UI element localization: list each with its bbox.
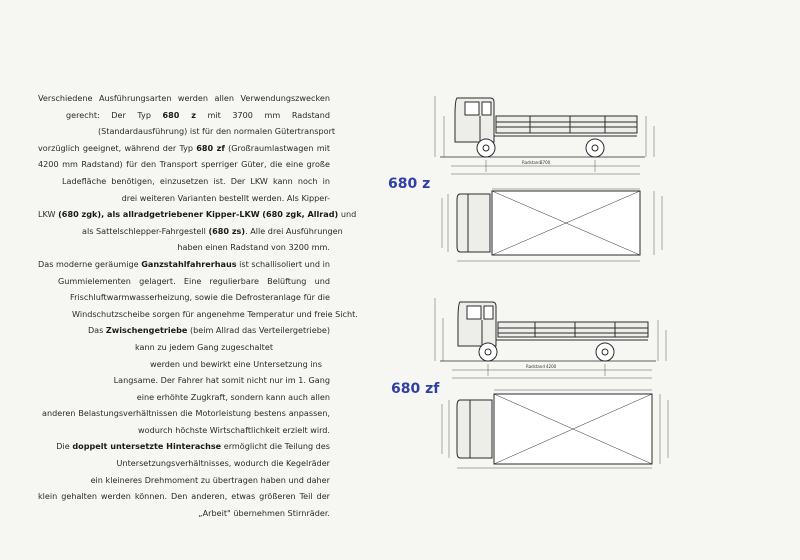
text-line: klein gehalten werden können. Den anderen, etwas größeren Teil der — [38, 491, 330, 502]
text-segment: (Großraumlastwagen mit — [224, 142, 330, 153]
text-segment: . Alle drei Ausführungen — [245, 225, 343, 236]
text-line: werden und bewirkt eine Untersetzung ins — [150, 358, 322, 369]
text-line — [38, 322, 330, 339]
keyword-hinterachse: doppelt untersetzte Hinterachse — [72, 441, 222, 452]
text-line: Langsame. Der Fahrer hat somit nicht nur im 1. Gang — [113, 375, 330, 386]
text-line: ein kleineres Drehmoment zu übertragen haben und daher — [90, 474, 330, 485]
wheelbase-value-680z: 3700 — [540, 160, 551, 165]
text-line — [38, 438, 330, 455]
side-view-680z — [430, 86, 675, 181]
keyword-fahrerhaus: Ganzstahlfahrerhaus — [141, 258, 237, 269]
text-line: Frischluftwarmwasserheizung, sowie die Defrosteranlage für die — [70, 292, 330, 303]
text-segment: ist schallisoliert und in — [236, 258, 330, 269]
text-line: Verschiedene Ausführungsarten werden allen Verwendungszwecken — [38, 93, 330, 103]
text-line — [38, 107, 330, 124]
text-segment: vorzüglich geeignet, während der Typ — [38, 142, 197, 153]
text-segment: gerecht: Der Typ — [66, 109, 163, 120]
model-ref-680z: 680 z — [162, 109, 196, 120]
model-label-680zf: 680 zf — [391, 381, 440, 397]
text-line: drei weiteren Varianten bestellt werden. Als Kipper- — [121, 192, 330, 203]
text-line: Ladefläche benötigen, einzusetzen ist. Der LKW kann noch in — [62, 175, 330, 186]
text-line: anderen Belastungsverhältnissen die Motorleistung bestens anpassen, — [42, 408, 330, 419]
model-ref-680zf: 680 zf — [196, 142, 225, 153]
variant-allrad: (680 zgk, Allrad) — [262, 209, 339, 220]
text-line — [38, 140, 330, 157]
text-segment: ermöglicht die Teilung des — [221, 441, 330, 452]
text-segment: Das moderne geräumige — [38, 258, 142, 269]
keyword-zwischengetriebe: Zwischengetriebe — [105, 325, 188, 336]
text-line — [38, 256, 330, 273]
text-line: (Standardausführung) ist für den normalen Gütertransport — [98, 126, 336, 137]
top-view-680zf — [430, 386, 675, 471]
text-line: 4200 mm Radstand) für den Transport sperriger Güter, die eine große — [38, 159, 330, 170]
text-line: Windschutzscheibe sorgen für angenehme Temperatur und freie Sicht. — [72, 308, 358, 319]
wheelbase-label-680z: Radstand — [522, 160, 541, 165]
top-view-680z — [430, 186, 675, 266]
text-line — [38, 223, 343, 240]
description-text — [38, 90, 358, 521]
text-segment: Die — [56, 441, 73, 452]
text-line: wodurch höchste Wirtschaftlichkeit erzielt wird. — [138, 424, 330, 435]
variant-kipper: (680 zgk), als allradgetriebener Kipper-LKW — [58, 209, 260, 220]
text-line: „Arbeit" übernehmen Stirnräder. — [198, 507, 330, 518]
text-line: eine erhöhte Zugkraft, sondern kann auch allen — [136, 391, 330, 402]
text-segment: als Sattelschlepper-Fahrgestell — [82, 225, 209, 236]
text-segment: mit 3700 mm Radstand — [195, 109, 330, 120]
side-view-680zf — [430, 290, 675, 385]
text-line: Untersetzungsverhältnisses, wodurch die Kegelräder — [116, 458, 330, 469]
text-segment: und — [338, 209, 357, 220]
wheelbase-label-680zf: Radstand — [526, 364, 545, 369]
text-line: Gummielementen gelagert. Eine regulierbare Belüftung und — [58, 275, 330, 286]
wheelbase-value-680zf: 4200 — [546, 364, 557, 369]
text-line — [38, 206, 357, 223]
text-segment: (beim Allrad das Verteilergetriebe) — [187, 325, 330, 336]
model-label-680z: 680 z — [388, 176, 431, 192]
text-line: haben einen Radstand von 3200 mm. — [177, 242, 330, 253]
text-segment: Das — [87, 325, 106, 336]
variant-sattel: (680 zs) — [208, 225, 246, 236]
text-segment: LKW — [38, 209, 59, 220]
text-line: kann zu jedem Gang zugeschaltet — [135, 341, 273, 352]
